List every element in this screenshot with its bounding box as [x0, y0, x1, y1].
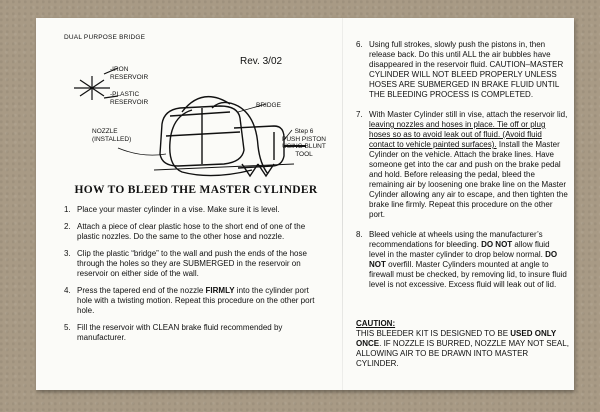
list-item [64, 205, 324, 215]
step-text [369, 110, 568, 220]
iron-reservoir-label: -IRON RESERVOIR [110, 66, 149, 81]
step-number: 7. [356, 110, 363, 119]
emphasis: USED ONLY ONCE [356, 329, 557, 348]
right-page [342, 18, 574, 390]
step-text-part: Press the tapered end of the nozzle [77, 286, 206, 295]
page-title: HOW TO BLEED THE MASTER CYLINDER [74, 184, 318, 196]
step-number: 2. [64, 222, 71, 231]
list-item [64, 249, 324, 279]
bridge-label: BRIDGE [256, 102, 281, 109]
step-text: Place your master cylinder in a vise. Make sure it is level. [77, 205, 280, 214]
emphasis: DO NOT [481, 240, 513, 249]
step-number: 8. [356, 230, 363, 239]
list-item [64, 222, 324, 242]
underlined-text: leaving nozzles and hoses in place. Tie off or plug hoses so as to avoid leak out of fluid. (Avoid fluid contact to vehicle painted surfaces). [369, 120, 546, 149]
list-item [356, 40, 568, 100]
list-item [64, 323, 324, 343]
diagram-title: DUAL PURPOSE BRIDGE [64, 34, 146, 41]
step-number: 5. [64, 323, 71, 332]
caution-text-part: THIS BLEEDER KIT IS DESIGNED TO BE [356, 329, 511, 338]
list-item [356, 110, 568, 220]
nozzle-label: NOZZLE (INSTALLED) [92, 128, 132, 143]
caution-text-part: . IF NOZZLE IS BURRED, NOZZLE MAY NOT SEAL, ALLOWING AIR TO BE DRAWN INTO MASTER CYLINDER. [356, 339, 569, 368]
caution-text [356, 329, 570, 369]
instruction-sheet [36, 18, 574, 390]
diagram-illustration [62, 46, 332, 188]
list-item [356, 230, 568, 290]
step-text: Attach a piece of clear plastic hose to the short end of one of the plastic nozzles. Do the same to the other hose and nozzle. [77, 222, 306, 241]
emphasis: DO NOT [369, 250, 558, 269]
caution-box [356, 319, 570, 369]
step-text-part: into the cylinder port hole with a twisting motion. Repeat this procedure on the other port hole. [77, 286, 315, 315]
left-steps-list [64, 205, 324, 350]
step-text-part: allow fluid level in the master cylinder to drop below normal. [369, 240, 550, 259]
revision-label: Rev. 3/02 [240, 56, 283, 67]
step-text [77, 286, 324, 316]
step-number: 1. [64, 205, 71, 214]
left-page [36, 18, 342, 390]
step-number: 3. [64, 249, 71, 258]
list-item [64, 286, 324, 316]
step-text-part: Bleed vehicle at wheels using the manufacturer’s recommendations for bleeding. [369, 230, 543, 249]
step6-label: Step 6 PUSH PISTON USING BLUNT TOOL [282, 128, 326, 158]
step-text: Using full strokes, slowly push the pistons in, then release back. Do this until ALL the air bubbles have disappeared in the reservoir fluid. CAUTION–MASTER CYLINDER WILL NOT BLEED PROPERLY UNLESS HOSES ARE SUBMERGED IN BRAKE FLUID UNTIL THE BLEEDING PROCESS IS COMPLETED. [369, 40, 564, 99]
right-steps-list [356, 40, 568, 300]
caution-heading: CAUTION: [356, 319, 396, 328]
step-number: 4. [64, 286, 71, 295]
step-text-part: overfill. Master Cylinders mounted at angle to firewall must be checked, by removing lid, to insure fluid level is not excessive. Excess fluid will leak out of lid. [369, 260, 567, 289]
step-text-part: With Master Cylinder still in vise, attach the reservoir lid, [369, 110, 568, 119]
step-text-part: Install the Master Cylinder on the vehicle. Attach the brake lines. Have someone get into the car and push on the brake pedal and hold. Before releasing the pedal, bleed the remaining air by loosening one brake line on the Master Cylinder allowing any air to escape, and then tighten the brake line firmly. Repeat this procedure on the other port. [369, 140, 568, 219]
emphasis: FIRMLY [205, 286, 235, 295]
step-text: Fill the reservoir with CLEAN brake fluid recommended by manufacturer. [77, 323, 283, 342]
master-cylinder-diagram [62, 46, 332, 188]
step-number: 6. [356, 40, 363, 49]
plastic-reservoir-label: -PLASTIC RESERVOIR [110, 91, 149, 106]
step-text [369, 230, 568, 290]
step-text: Clip the plastic “bridge” to the wall and push the ends of the hose through the holes so they are SUBMERGED in the reservoir on reservoir on either side of the wall. [77, 249, 307, 278]
